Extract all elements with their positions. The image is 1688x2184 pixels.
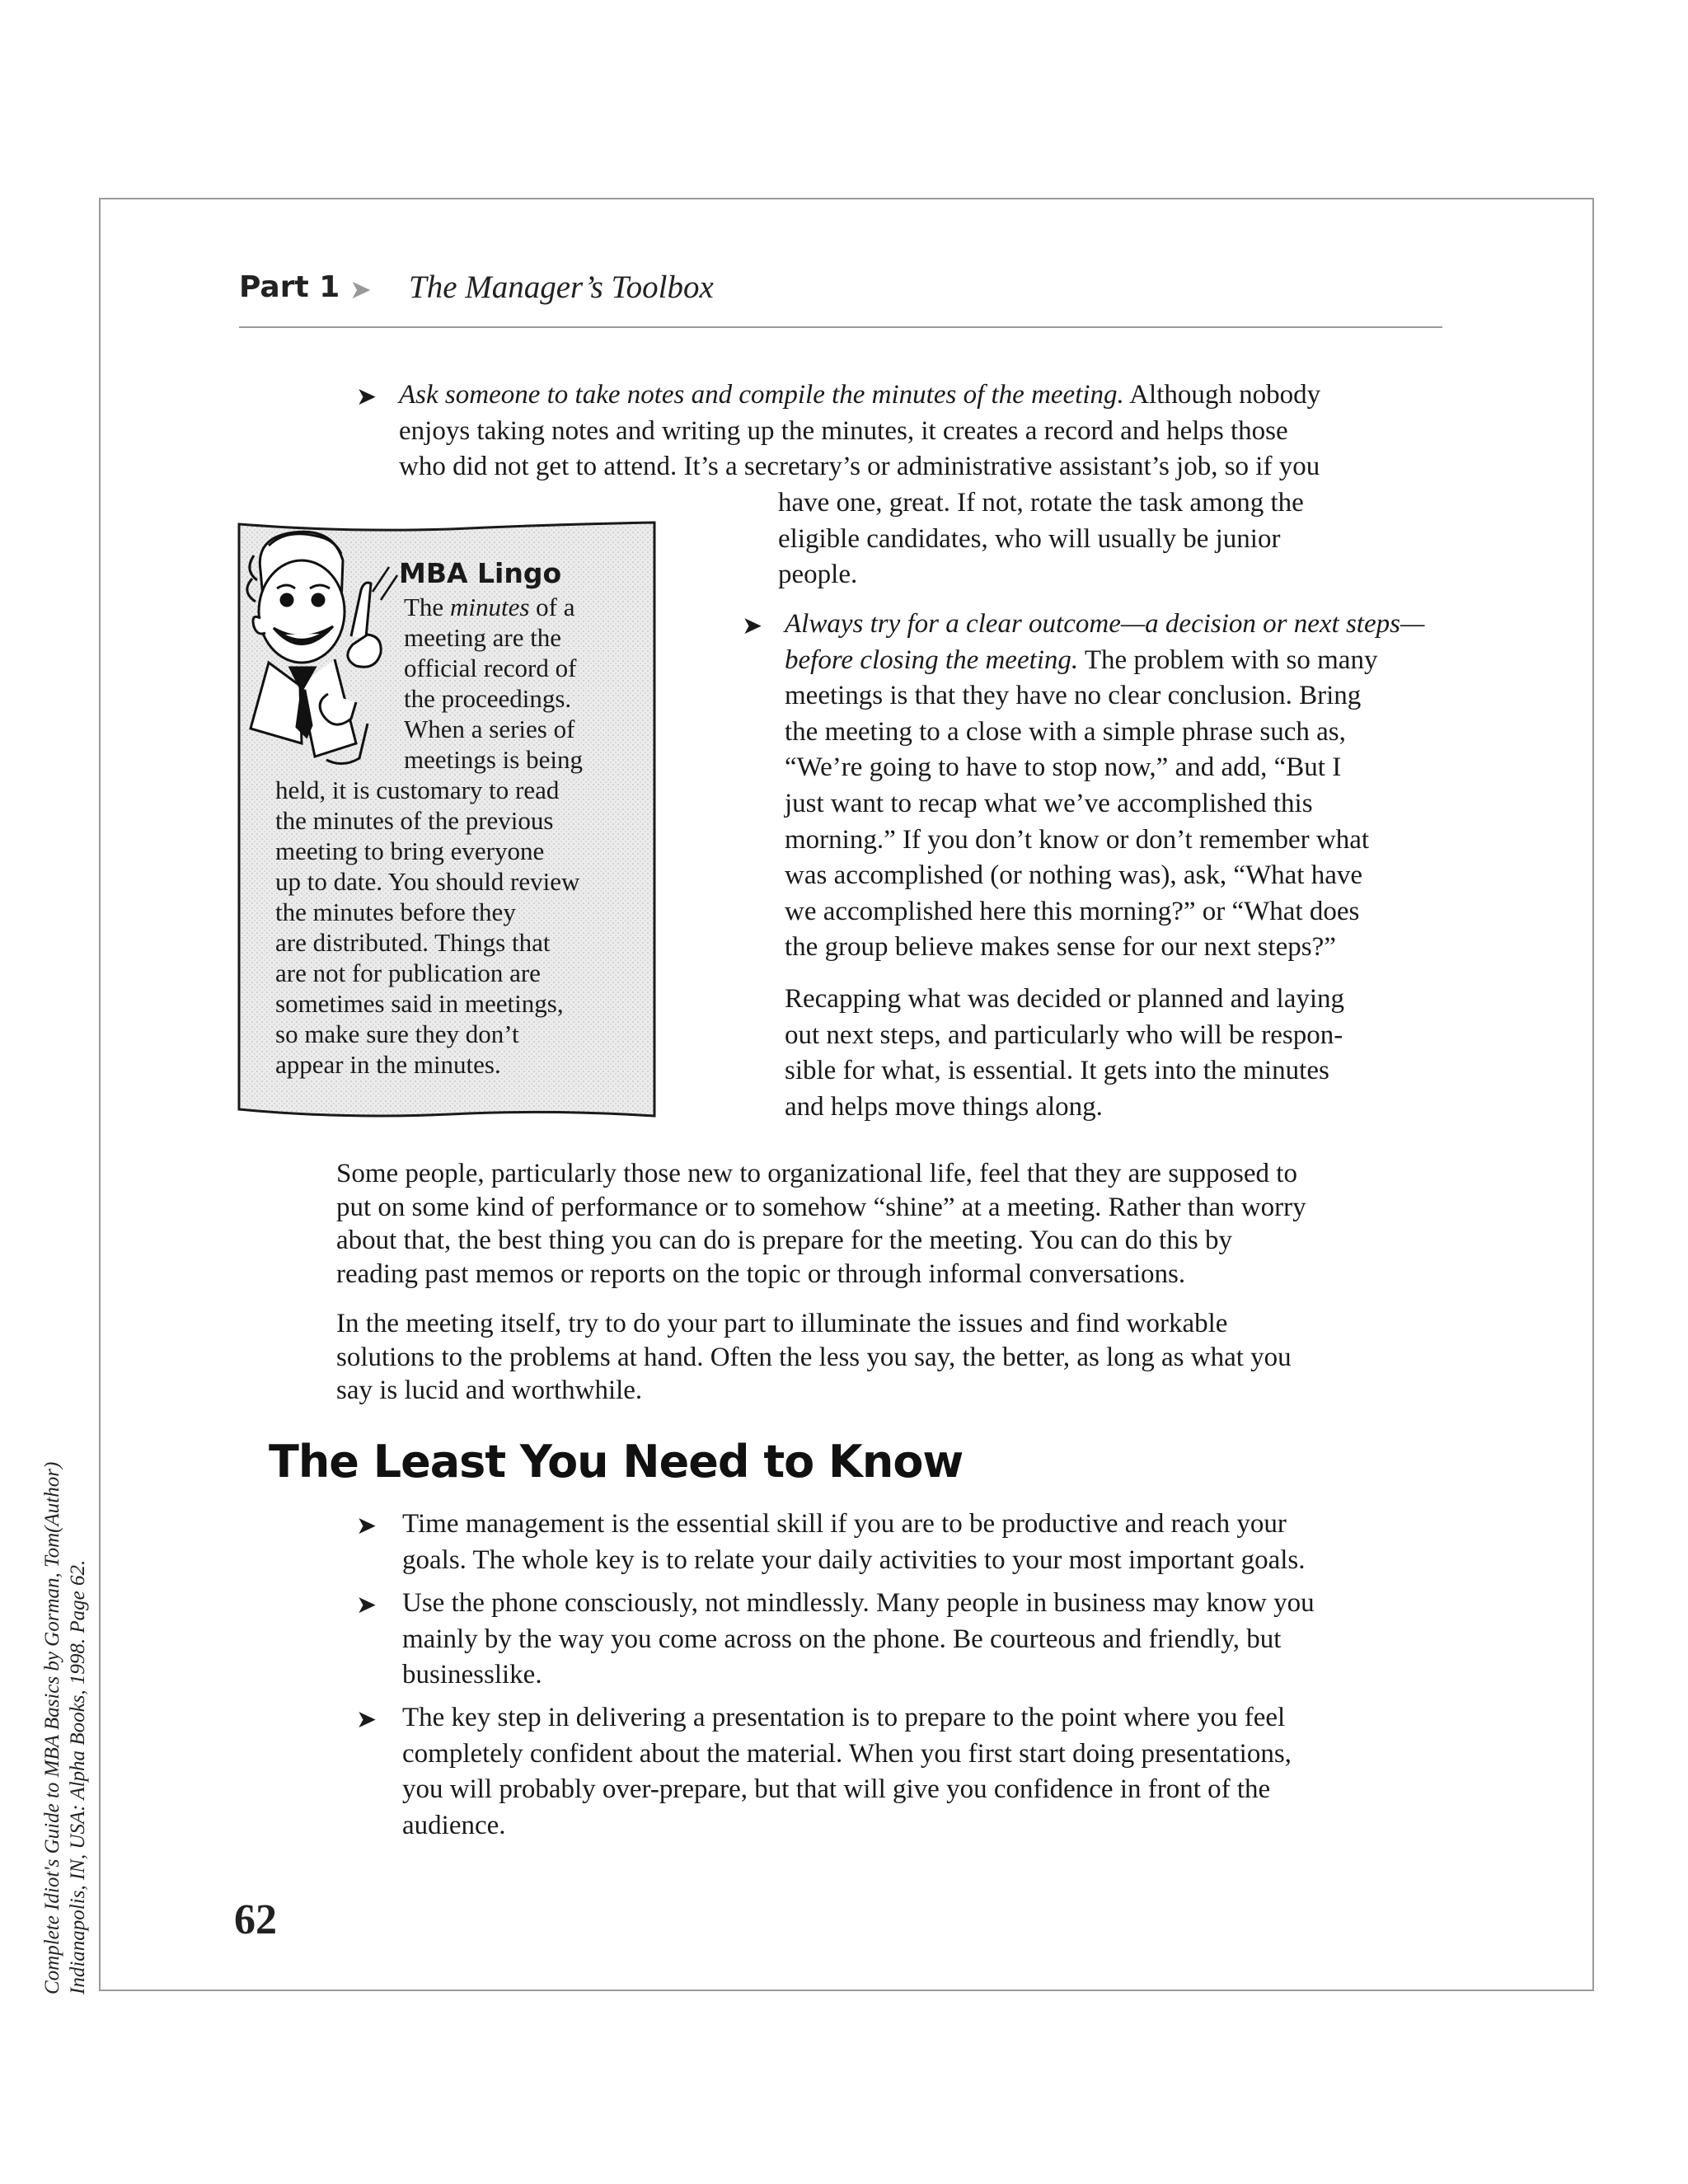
running-head — [239, 270, 1442, 328]
bullet-line: the group believe makes sense for our next steps?” — [785, 932, 1336, 963]
summary-bullet — [402, 1586, 1315, 1694]
term-italic: minutes — [449, 593, 530, 621]
bullet-line: goals. The whole key is to relate your daily activities to your most important goals. — [402, 1544, 1306, 1575]
sidebar-title: MBA Lingo — [399, 557, 562, 589]
bullet-line: businesslike. — [402, 1660, 542, 1690]
bullet-line: we accomplished here this morning?” or “What does — [785, 896, 1360, 926]
bullet-line: enjoys taking notes and writing up the minutes, it creates a record and helps those — [399, 415, 1288, 446]
paragraph-line: put on some kind of performance or to somehow “shine” at a meeting. Rather than worry — [336, 1192, 1306, 1222]
bullet-outcome: Always try for a clear outcome—a decision or next steps— before closing the meeting. The problem with so many meetings is that they have no clear conclusion. Bring the meeting to a close with a simple phrase such as, “We’re going to have to stop now,” and add, “But I just want to recap what we’ve accomplished this morning.” If you don’t know or don’t remember what was accomplished (or nothing was), ask, “What have we accomplished here this morning?” or “What does the group believe makes sense for our next steps?” — [785, 607, 1424, 966]
bullet-line: eligible candidates, who will usually be junior — [778, 523, 1281, 554]
citation-line: Indianapolis, IN, USA: Alpha Books, 1998. Page 62. — [67, 1559, 89, 1994]
paragraph-line: out next steps, and particularly who will be respon- — [785, 1019, 1343, 1050]
bullet-text: Although nobody — [1123, 380, 1321, 410]
paragraph-some-people — [336, 1157, 1306, 1291]
sidebar-line: up to date. You should review — [275, 867, 580, 896]
bullet-line: Use the phone consciously, not mindlessly. Many people in business may know you — [402, 1588, 1315, 1618]
bullet-line: completely confident about the material. When you first start doing presentations, — [402, 1738, 1292, 1769]
sidebar-line: are distributed. Things that — [275, 928, 551, 957]
mba-lingo-sidebar — [236, 521, 664, 1122]
bullet-line: people. — [778, 560, 858, 590]
bullet-line: “We’re going to have to stop now,” and add, “But I — [785, 752, 1342, 783]
bullet-arrow-icon: ➤ — [356, 1511, 377, 1540]
bullet-notes-continuation — [778, 485, 1304, 593]
bullet-lead-italic: Ask someone to take notes and compile the minutes of the meeting. — [399, 380, 1124, 410]
paragraph-line: reading past memos or reports on the topic or through informal conversations. — [336, 1258, 1186, 1289]
sidebar-line: held, it is customary to read — [275, 776, 560, 804]
bullet-arrow-icon: ➤ — [356, 382, 377, 411]
bullet-line: who did not get to attend. It’s a secretary’s or administrative assistant’s job, so if you — [399, 452, 1320, 482]
paragraph-line: say is lucid and worthwhile. — [336, 1376, 643, 1405]
sidebar-line: meeting to bring everyone — [275, 837, 545, 865]
recap-paragraph — [785, 982, 1344, 1125]
bullet-line: was accomplished (or nothing was), ask, “What have — [785, 860, 1363, 891]
sidebar-line: sometimes said in meetings, — [275, 989, 564, 1018]
sidebar-line: When a series of — [404, 715, 575, 743]
sidebar-line: meetings is being — [404, 745, 583, 774]
bullet-notes — [399, 377, 1320, 485]
paragraph-line: solutions to the problems at hand. Often the less you say, the better, as long as what you — [336, 1342, 1292, 1372]
sidebar-line: the minutes of the previous — [275, 806, 554, 835]
paragraph-line: and helps move things along. — [785, 1091, 1103, 1122]
bullet-arrow-icon: ➤ — [356, 1591, 377, 1619]
paragraph-line: sible for what, is essential. It gets into the minutes — [785, 1056, 1329, 1086]
bullet-line: just want to recap what we’ve accomplished this — [785, 788, 1313, 818]
bullet-line: have one, great. If not, rotate the task among the — [778, 488, 1304, 518]
summary-bullet — [402, 1507, 1306, 1578]
summary-bullet — [402, 1700, 1292, 1844]
citation-line: Complete Idiot's Guide to MBA Basics by Gorman, Tom(Author) — [41, 1461, 63, 1994]
bullet-arrow-icon: ➤ — [742, 612, 763, 640]
paragraph-line: In the meeting itself, try to do your part to illuminate the issues and find workable — [336, 1309, 1228, 1338]
bullet-line: morning.” If you don’t know or don’t remember what — [785, 824, 1370, 855]
bullet-line: The key step in delivering a presentation is to prepare to the point where you feel — [402, 1703, 1286, 1732]
sidebar-line: so make sure they don’t — [275, 1019, 519, 1048]
bullet-line: mainly by the way you come across on the phone. Be courteous and friendly, but — [402, 1624, 1282, 1654]
sidebar-line: are not for publication are — [275, 958, 541, 987]
sidebar-text: The minutes of a meeting are the official record of the proceedings. When a series of meetings is being held, it is customary to read the minutes of the previous meeting to bring everyone up to date. You should review the minutes before they are distributed. Things that are not for publication are sometimes said in meetings, so make sure they don’t appear in the minutes. — [275, 593, 583, 1079]
side-citation — [40, 1401, 91, 1994]
paragraph-line: about that, the best thing you can do is prepare for the meeting. You can do this by — [336, 1226, 1232, 1255]
bullet-line: you will probably over-prepare, but that will give you confidence in front of the — [402, 1774, 1271, 1805]
paragraph-line: Some people, particularly those new to organizational life, feel that they are supposed to — [336, 1159, 1297, 1188]
bullet-line: audience. — [402, 1810, 506, 1840]
paragraph-meeting-itself — [336, 1307, 1292, 1408]
bullet-line: meetings is that they have no clear conclusion. Bring — [785, 681, 1362, 711]
sidebar-line: official record of — [404, 654, 577, 682]
bullet-lead-italic: Always try for a clear outcome—a decision or next steps— — [785, 609, 1425, 639]
page-number: 62 — [234, 1896, 277, 1943]
sidebar-line: the proceedings. — [404, 684, 572, 713]
paragraph-line: Recapping what was decided or planned and laying — [785, 984, 1345, 1014]
sidebar-line: meeting are the — [404, 623, 562, 652]
part-label: Part 1 — [239, 270, 340, 304]
least-you-need-heading: The Least You Need to Know — [269, 1436, 964, 1488]
bullet-lead-italic: before closing the meeting. — [785, 644, 1079, 675]
arrow-icon: ➤ — [349, 274, 372, 305]
sidebar-line: the minutes before they — [275, 898, 516, 926]
bullet-line: Time management is the essential skill if you are to be productive and reach your — [402, 1509, 1287, 1539]
section-title: The Manager’s Toolbox — [409, 269, 714, 305]
bullet-arrow-icon: ➤ — [356, 1705, 377, 1734]
bullet-line: the meeting to a close with a simple phrase such as, — [785, 716, 1346, 747]
sidebar-line: appear in the minutes. — [275, 1050, 501, 1079]
